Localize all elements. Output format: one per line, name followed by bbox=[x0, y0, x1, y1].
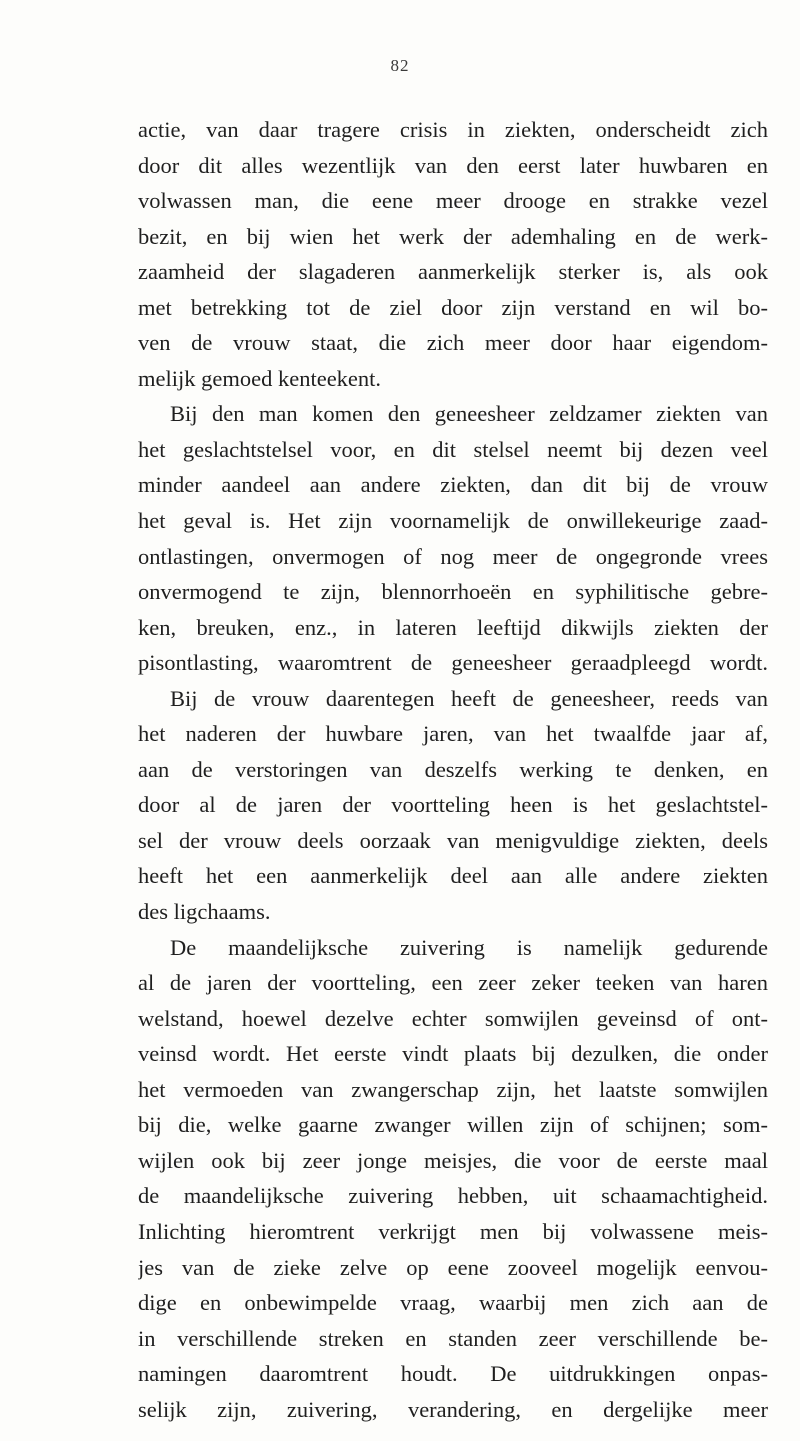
text-line: Bij de vrouw daarentegen heeft de geneesheer, reeds van bbox=[170, 685, 768, 711]
page-number: 82 bbox=[390, 56, 410, 75]
text-line: heeft het een aanmerkelijk deel aan alle andere ziekten bbox=[138, 863, 768, 889]
text-line: sel der vrouw deels oorzaak van menigvuldige ziekten, deels bbox=[138, 827, 768, 853]
text-line: veinsd wordt. Het eerste vindt plaats bij dezulken, die onder bbox=[138, 1041, 768, 1067]
text-line: al de jaren der voortteling, een zeer zeker teeken van haren bbox=[138, 970, 768, 996]
text-line: onvermogend te zijn, blennorrhoeën en syphilitische gebre- bbox=[138, 579, 768, 605]
text-line: volwassen man, die eene meer drooge en strakke vezel bbox=[138, 188, 768, 214]
text-line: wijlen ook bij zeer jonge meisjes, die voor de eerste maal bbox=[138, 1147, 768, 1173]
text-line: dige en onbewimpelde vraag, waarbij men zich aan de bbox=[138, 1290, 768, 1316]
text-line: Bij den man komen den geneesheer zeldzamer ziekten van bbox=[170, 401, 768, 427]
text-line: Inlichting hieromtrent verkrijgt men bij volwassene meis- bbox=[138, 1218, 768, 1244]
text-line: door dit alles wezentlijk van den eerst later huwbaren en bbox=[138, 152, 768, 178]
text-line: des ligchaams. bbox=[138, 899, 271, 925]
text-line: actie, van daar tragere crisis in ziekten, onderscheidt zich bbox=[138, 117, 768, 142]
text-line: pisontlasting, waaromtrent de geneesheer geraadpleegd wordt. bbox=[138, 650, 768, 676]
text-line: De maandelijksche zuivering is namelijk gedurende bbox=[170, 934, 768, 960]
text-line: minder aandeel aan andere ziekten, dan dit bij de vrouw bbox=[138, 472, 768, 498]
text-line: ven de vrouw staat, die zich meer door haar eigendom- bbox=[138, 330, 768, 356]
text-line: het naderen der huwbare jaren, van het twaalfde jaar af, bbox=[138, 721, 768, 747]
text-line: melijk gemoed kenteekent. bbox=[138, 365, 382, 391]
body-text bbox=[138, 112, 768, 1427]
text-line: in verschillende streken en standen zeer verschillende be- bbox=[138, 1325, 768, 1351]
text-line: het vermoeden van zwangerschap zijn, het laatste somwijlen bbox=[138, 1076, 768, 1102]
text-line: namingen daaromtrent houdt. De uitdrukkingen onpas- bbox=[138, 1361, 768, 1387]
text-line: de maandelijksche zuivering hebben, uit schaamachtigheid. bbox=[138, 1183, 768, 1209]
text-line: bij die, welke gaarne zwanger willen zijn of schijnen; som- bbox=[138, 1112, 768, 1138]
text-line: met betrekking tot de ziel door zijn verstand en wil bo- bbox=[138, 294, 768, 320]
text-line: welstand, hoewel dezelve echter somwijlen geveinsd of ont- bbox=[138, 1005, 768, 1031]
text-line: jes van de zieke zelve op eene zooveel mogelijk eenvou- bbox=[138, 1254, 768, 1280]
text-line: het geval is. Het zijn voornamelijk de onwillekeurige zaad- bbox=[138, 508, 768, 534]
text-line: zaamheid der slagaderen aanmerkelijk sterker is, als ook bbox=[138, 259, 768, 285]
text-line: selijk zijn, zuivering, verandering, en dergelijke meer bbox=[138, 1396, 768, 1422]
text-line: bezit, en bij wien het werk der ademhaling en de werk- bbox=[138, 223, 768, 249]
text-line: het geslachtstelsel voor, en dit stelsel neemt bij dezen veel bbox=[138, 436, 768, 462]
text-line: ontlastingen, onvermogen of nog meer de ongegronde vrees bbox=[138, 543, 768, 569]
text-line: ken, breuken, enz., in lateren leeftijd dikwijls ziekten der bbox=[138, 614, 768, 640]
text-line: door al de jaren der voortteling heen is het geslachtstel- bbox=[138, 792, 768, 818]
text-line: aan de verstoringen van deszelfs werking te denken, en bbox=[138, 756, 768, 782]
